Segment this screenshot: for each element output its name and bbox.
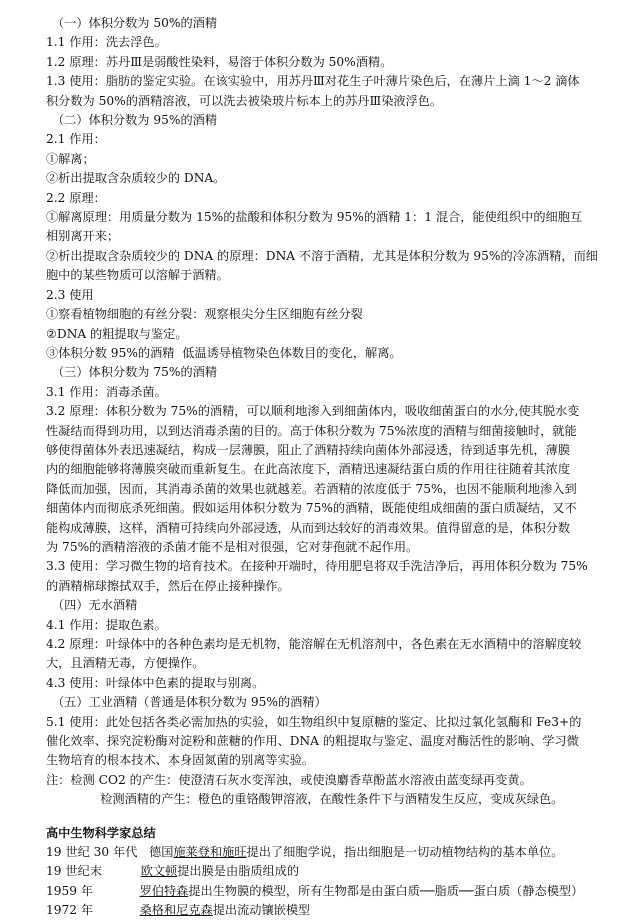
scientist-date: 19 世纪末 [46, 864, 141, 879]
text-line: 内的细胞能够将薄膜突破而重新复生。在此高浓度下，酒精迅速凝结蛋白质的作用往往随着其浓度 [46, 462, 571, 477]
text-line: 1.3 使用：脂肪的鉴定实验。在该实验中，用苏丹Ⅲ对花生子叶薄片染色后，在薄片上滴 1～2 滴体 [46, 74, 580, 89]
text-line: ①解离原理：用质量分数为 15%的盐酸和体积分数为 95%的酒精 1：1 混合，能使组织中的细胞互 [46, 210, 583, 225]
text-line: 3.2 原理：体积分数为 75%的酒精，可以顺利地渗入到细菌体内，吸收细菌蛋白的水分,使其脱水变 [46, 404, 580, 419]
scientist-entry [46, 862, 624, 881]
text-line: 大，且酒精无毒，方便操作。 [46, 656, 205, 671]
scientist-date: 19 世纪 30 年代 德国 [46, 845, 174, 860]
text-line: 注：检测 CO2 的产生：使澄清石灰水变浑浊，或使溴麝香草酚蓝水溶液由蓝变绿再变黄。 [46, 772, 532, 787]
text-line: 性凝结而得到功用，以到达消毒杀菌的目的。高于体积分数为 75%浓度的酒精与细菌接触时，就能 [46, 423, 577, 438]
text-line: （五）工业酒精（普通是体积分数为 95%的酒精） [52, 695, 327, 710]
text-line: 3.1 作用：消毒杀菌。 [46, 384, 167, 399]
text-line: 2.1 作用： [46, 132, 106, 147]
text-line: （二）体积分数为 95%的酒精 [52, 113, 218, 128]
text-line: 够使得菌体外表迅速凝结，构成一层薄膜，阻止了酒精持续向菌体外部浸透，待到适事先机，薄膜 [46, 442, 571, 457]
text-line: 检测酒精的产生：橙色的重铬酸钾溶液，在酸性条件下与酒精发生反应，变成灰绿色。 [46, 792, 564, 807]
text-line: （四）无水酒精 [52, 598, 138, 613]
scientists-list [46, 843, 624, 921]
text-line: ③体积分数 95%的酒精 低温诱导植物染色体数目的变化，解离。 [46, 345, 402, 360]
text-line: （一）体积分数为 50%的酒精 [52, 16, 218, 30]
text-line: 1.2 原理：苏丹Ⅲ是弱酸性染料，易溶于体积分数为 50%酒精。 [46, 54, 393, 69]
document-body [46, 14, 624, 810]
scientist-entry [46, 843, 624, 862]
scientist-date: 1972 年 [46, 903, 140, 918]
text-line: 相别离开来； [46, 229, 120, 244]
text-line: 细菌体内而彻底杀死细菌。假如运用体积分数为 75%的酒精，既能使组成细菌的蛋白质凝结，又不 [46, 501, 577, 516]
scientists-title: 高中生物科学家总结 [46, 825, 156, 840]
text-line: 4.3 使用：叶绿体中色素的提取与别离。 [46, 675, 265, 690]
text-line: ②析出提取含杂质较少的 DNA 的原理：DNA 不溶于酒精，尤其是体积分数为 95%的冷冻酒精，而细 [46, 248, 598, 263]
text-line: （三）体积分数为 75%的酒精 [52, 365, 218, 380]
text-line: 2.2 原理： [46, 190, 106, 205]
scientist-entry [46, 901, 624, 920]
text-line: ②DNA 的粗提取与鉴定。 [46, 326, 188, 341]
scientist-contribution: 提出生物膜的模型，所有生物都是由蛋白质──脂质──蛋白质（静态模型） [188, 883, 584, 898]
text-line: 生物培育的根本技术、本身固氮菌的别离等实验。 [46, 753, 315, 768]
scientist-name: 罗伯特森 [139, 883, 189, 898]
text-line: 1.1 作用：洗去浮色。 [46, 35, 167, 50]
scientist-entry [46, 882, 624, 901]
text-line: 能构成薄膜，这样，酒精可持续向外部浸透，从而到达较好的消毒效果。值得留意的是，体积分数 [46, 520, 571, 535]
section-gap [46, 810, 624, 824]
text-line: ①解离； [46, 151, 95, 166]
text-line: 3.3 使用：学习微生物的培育技术。在接种开端时，待用肥皂将双手洗洁净后，再用体积分数为 75% [46, 559, 588, 574]
scientist-contribution: 提出了细胞学说，指出细胞是一切动植物结构的基本单位。 [246, 845, 564, 860]
text-line: 为 75%的酒精溶液的杀菌才能不是相对很强，它对芽孢就不起作用。 [46, 539, 419, 554]
scientist-contribution: 提出流动镶嵌模型 [212, 903, 311, 918]
text-line: 胞中的某些物质可以溶解于酒精。 [46, 268, 229, 283]
scientist-name: 施莱登和施旺 [173, 845, 247, 860]
text-line: 的酒精棉球擦拭双手，然后在停止接种操作。 [46, 578, 290, 593]
scientist-name: 桑格和尼克森 [139, 903, 213, 918]
scientist-contribution: 提出膜是由脂质组成的 [177, 864, 300, 879]
scientist-name: 欧文顿 [140, 864, 178, 879]
text-line: ①察看植物细胞的有丝分裂：观察根尖分生区细胞有丝分裂 [46, 307, 363, 322]
text-line: 2.3 使用 [46, 287, 94, 302]
text-line: 5.1 使用：此处包括各类必需加热的实验，如生物组织中复原糖的鉴定、比拟过氧化氢酶和 Fe3+的 [46, 714, 582, 729]
text-line: 降低而加强，因而，其消毒杀菌的效果也就越差。若酒精的浓度低于 75%，也因不能顺利地渗入到 [46, 481, 577, 496]
text-line: ②析出提取含杂质较少的 DNA。 [46, 171, 226, 186]
text-line: 4.2 原理：叶绿体中的各种色素均是无机物，能溶解在无机溶剂中，各色素在无水酒精中的溶解度较 [46, 637, 582, 651]
text-line: 催化效率、探究淀粉酶对淀粉和蔗糖的作用、DNA 的粗提取与鉴定、温度对酶活性的影响、学习微 [46, 734, 579, 749]
text-line: 积分数为 50%的酒精溶液，可以洗去被染玻片标本上的苏丹Ⅲ染液浮色。 [46, 93, 443, 108]
scientist-date: 1959 年 [46, 883, 140, 898]
text-line: 4.1 作用：提取色素。 [46, 617, 167, 632]
